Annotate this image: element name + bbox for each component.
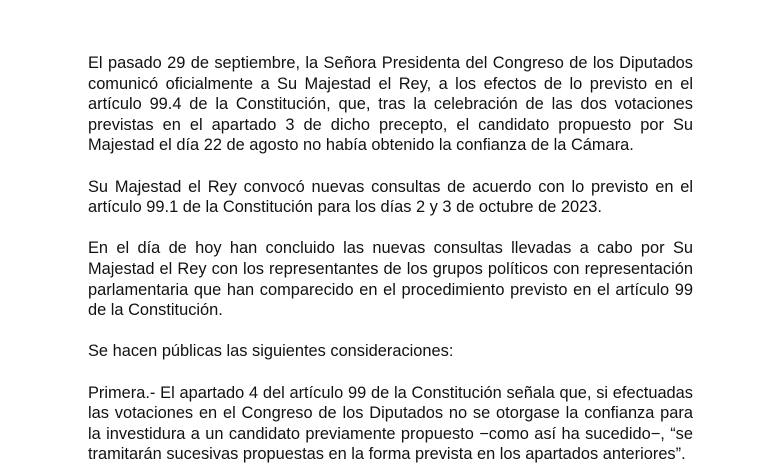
paragraph-new-consultations: Su Majestad el Rey convocó nuevas consultas de acuerdo con lo previsto en el artículo 99.1 de la Constitución para los días 2 y 3 de octubre de 2023.: [88, 177, 693, 217]
paragraph-considerations-intro: Se hacen públicas las siguientes consideraciones:: [88, 342, 454, 361]
paragraph-previous-votes: El pasado 29 de septiembre, la Señora Presidenta del Congreso de los Diputados comunicó oficialmente a Su Majestad el Rey, a los efectos de lo previsto en el artículo 99.4 de la Constitución, que, tras la celebración de las dos votaciones previstas en el apartado 3 de dicho precepto, el candidato propuesto por Su Majestad el día 22 de agosto no había obtenido la confianza de la Cámara.: [88, 54, 693, 155]
document-body: [88, 53, 693, 470]
paragraph-consultations-concluded: En el día de hoy han concluido las nuevas consultas llevadas a cabo por Su Majestad el Rey con los representantes de los grupos políticos con representación parlamentaria que han comparecido en el procedimiento previsto en el artículo 99 de la Constitución.: [88, 239, 693, 320]
paragraph-first-consideration: Primera.- El apartado 4 del artículo 99 de la Constitución señala que, si efectuadas las votaciones en el Congreso de los Diputados no se otorgase la confianza para la investidura a un candidato previamente propuesto −como así ha sucedido−, “se tramitarán sucesivas propuestas en la forma prevista en los apartados anteriores”.: [88, 383, 693, 464]
